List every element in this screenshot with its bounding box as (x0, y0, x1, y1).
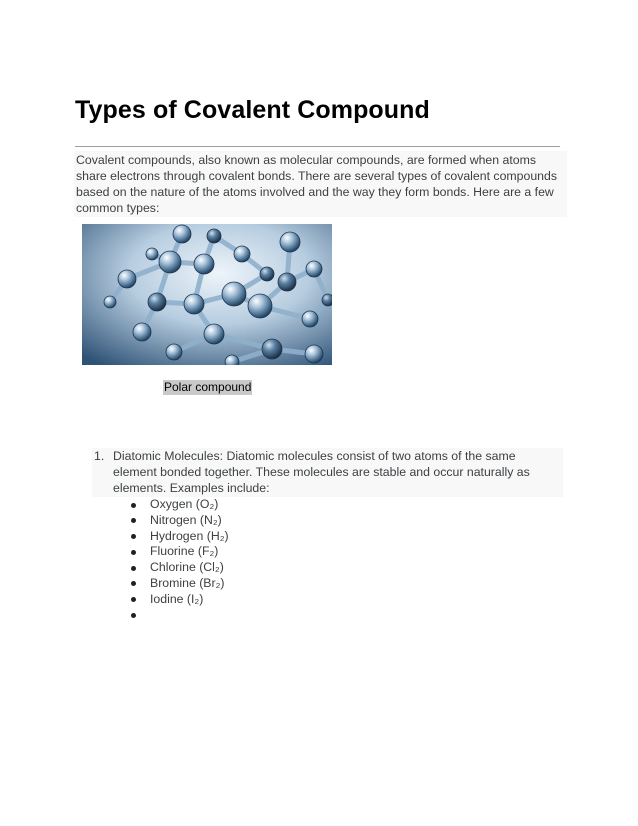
bullet-icon (131, 566, 136, 571)
bullet-item-text: Iodine (I₂) (150, 591, 204, 606)
list-item-text: Diatomic Molecules: Diatomic molecules consist of two atoms of the same element bonded together. These molecules are stable and occur naturally as elements. Examples include: (113, 449, 530, 495)
bullet-item (128, 497, 229, 513)
bullet-icon (131, 597, 136, 602)
bullet-item-text: Nitrogen (N₂) (150, 512, 222, 527)
bullet-item (128, 592, 229, 608)
molecule-atom (305, 345, 323, 363)
bullet-item-text: Hydrogen (H₂) (150, 528, 229, 543)
molecule-atom (225, 355, 239, 365)
numbered-list (92, 448, 563, 497)
title-divider (75, 146, 560, 147)
bullet-item (128, 576, 229, 592)
bullet-item (128, 560, 229, 576)
intro-paragraph: Covalent compounds, also known as molecular compounds, are formed when atoms share electrons through covalent bonds. There are several types of covalent compounds based on the nature of the atoms involved and the way they form bonds. Here are a few common types: (74, 151, 567, 217)
bullet-item (128, 544, 229, 560)
molecule-atom (306, 261, 322, 277)
molecule-atom (207, 229, 221, 243)
bullet-item-text: Fluorine (F₂) (150, 544, 219, 559)
molecule-atom (194, 254, 214, 274)
image-caption: Polar compound (164, 380, 252, 394)
bullet-item (128, 608, 229, 624)
bullet-icon (131, 503, 136, 508)
molecule-atom (133, 323, 151, 341)
bullet-list (128, 497, 229, 623)
molecule-atom (146, 248, 158, 260)
list-item (92, 448, 563, 497)
molecule-atom (148, 293, 166, 311)
bullet-icon (131, 613, 136, 618)
molecule-atom (184, 294, 204, 314)
molecule-atom (248, 294, 272, 318)
page-title: Types of Covalent Compound (75, 96, 430, 124)
bullet-icon (131, 518, 136, 523)
molecule-atom (262, 339, 282, 359)
molecule-atom (278, 273, 296, 291)
bullet-icon (131, 534, 136, 539)
bullet-item-text: Bromine (Br₂) (150, 575, 225, 590)
bullet-item-text: Oxygen (O₂) (150, 497, 219, 511)
molecule-atom (222, 282, 246, 306)
molecule-atom (322, 294, 332, 306)
bullet-item (128, 529, 229, 545)
bullet-icon (131, 550, 136, 555)
bullet-item (128, 513, 229, 529)
molecule-atom (166, 344, 182, 360)
molecule-atom (159, 251, 181, 273)
molecule-atom (173, 225, 191, 243)
molecule-atom (302, 311, 318, 327)
molecule-atom (260, 267, 274, 281)
molecule-atom (234, 246, 250, 262)
bullet-item-text: Chlorine (Cl₂) (150, 560, 224, 575)
bullet-icon (131, 581, 136, 586)
molecule-atom (280, 232, 300, 252)
molecule-image (82, 224, 332, 365)
molecule-atom (204, 324, 224, 344)
molecule-atom (104, 296, 116, 308)
molecule-atom (118, 270, 136, 288)
list-number: 1. (94, 449, 105, 463)
